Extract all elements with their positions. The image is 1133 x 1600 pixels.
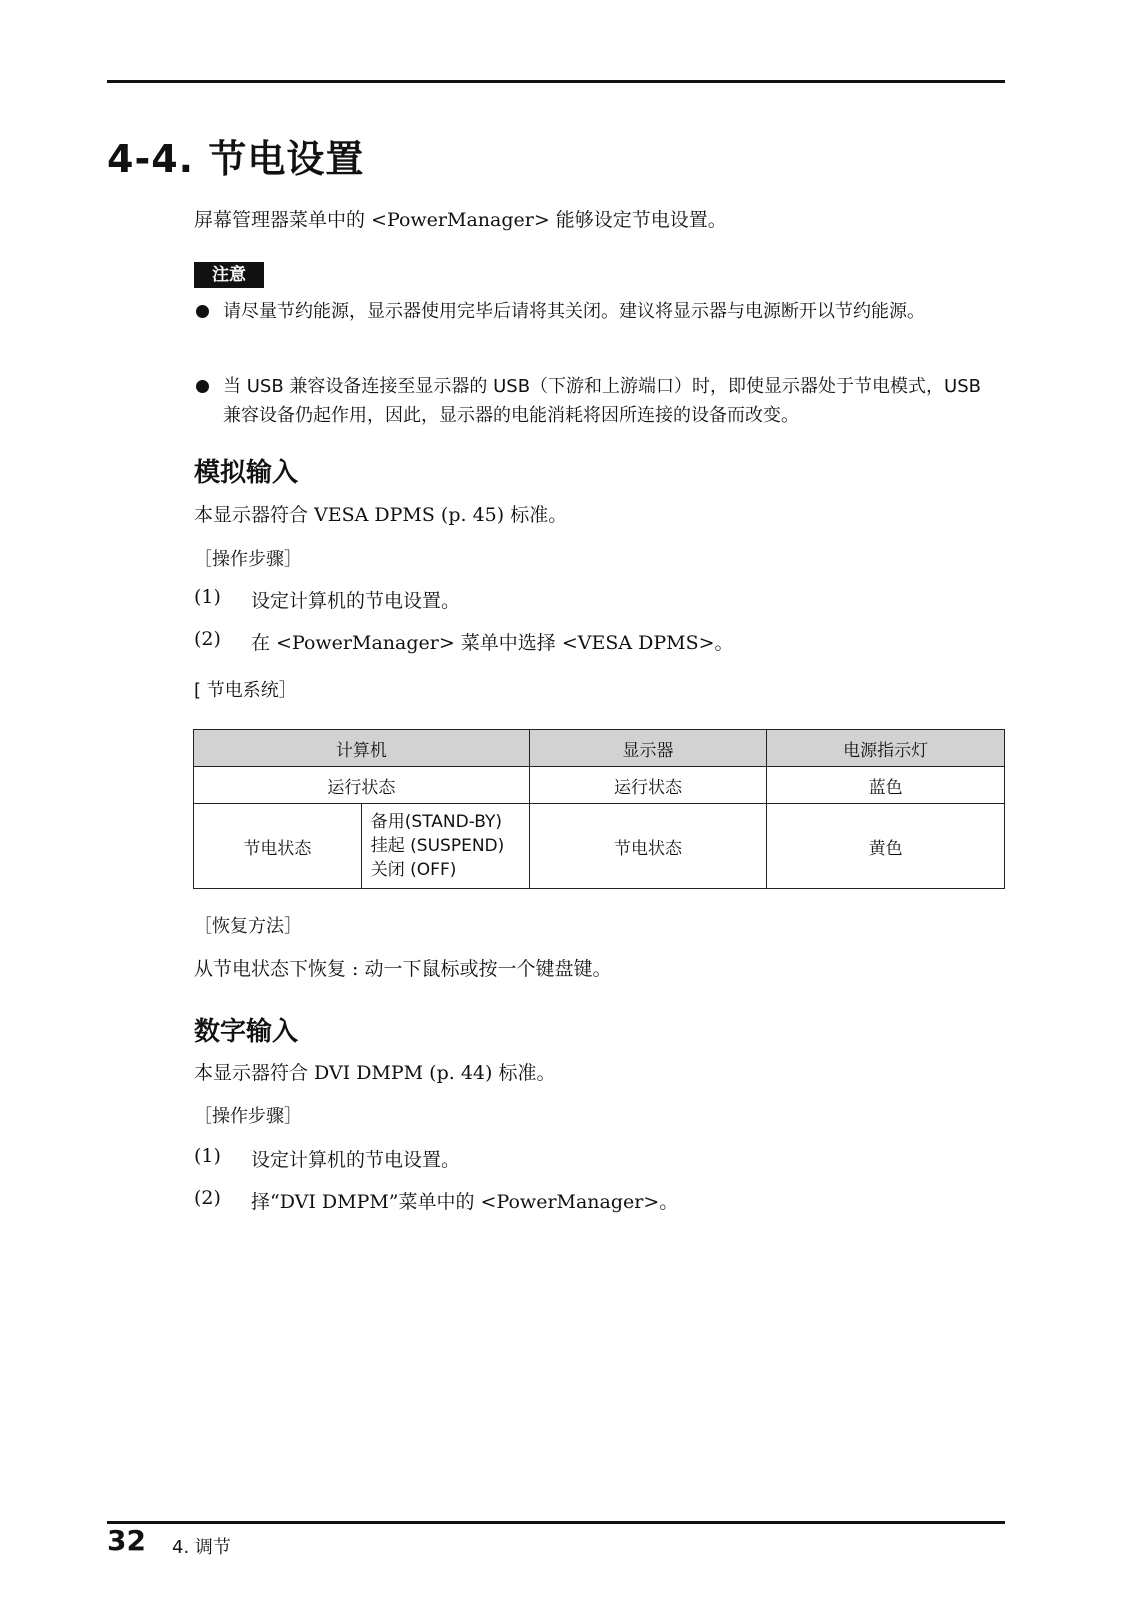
analog-standard: 本显示器符合 VESA DPMS (p. 45) 标准。: [194, 504, 568, 526]
bullet-icon: [196, 305, 209, 318]
header-rule: [107, 80, 1005, 83]
cell-monitor-state: 节电状态: [529, 804, 767, 889]
mode-standby: 备用(STAND-BY): [370, 812, 502, 832]
analog-procedure-label: ［操作步骤］: [194, 549, 302, 570]
step-number: (2): [194, 1187, 221, 1209]
digital-standard: 本显示器符合 DVI DMPM (p. 44) 标准。: [194, 1062, 556, 1084]
power-system-label: [ 节电系统］: [194, 680, 297, 701]
step-text: 设定计算机的节电设置。: [251, 1149, 461, 1171]
note-item-text: 请尽量节约能源，显示器使用完毕后请将其关闭。建议将显示器与电源断开以节约能源。: [223, 301, 925, 322]
cell-monitor-state: 运行状态: [529, 767, 767, 804]
header-monitor: 显示器: [529, 730, 767, 767]
cell-computer-state: 节电状态: [194, 804, 362, 889]
power-saving-table: [193, 729, 1005, 889]
cell-power-modes: [361, 804, 529, 889]
note-badge: 注意: [194, 262, 264, 288]
step-text: 择“DVI DMPM”菜单中的 <PowerManager>。: [251, 1191, 679, 1213]
step-text: 设定计算机的节电设置。: [251, 590, 461, 612]
mode-suspend: 挂起 (SUSPEND): [370, 836, 505, 856]
cell-indicator-color: 黄色: [767, 804, 1005, 889]
page-number: 32: [107, 1524, 146, 1557]
recovery-text: 从节电状态下恢复 : 动一下鼠标或按一个键盘键。: [194, 958, 612, 980]
table-row: [194, 767, 1005, 804]
bullet-icon: [196, 380, 209, 393]
digital-heading: 数字输入: [194, 1017, 299, 1047]
table-row: [194, 804, 1005, 889]
table-header-row: [194, 730, 1005, 767]
mode-off: 关闭 (OFF): [370, 860, 457, 880]
recovery-label: ［恢复方法］: [194, 916, 302, 937]
step-number: (1): [194, 586, 221, 608]
chapter-label: 4. 调节: [172, 1537, 231, 1558]
step-text: 在 <PowerManager> 菜单中选择 <VESA DPMS>。: [251, 632, 734, 654]
page-title: 4-4. 节电设置: [107, 137, 365, 181]
digital-procedure-label: ［操作步骤］: [194, 1106, 302, 1127]
analog-heading: 模拟输入: [194, 458, 299, 488]
cell-indicator-color: 蓝色: [767, 767, 1005, 804]
header-computer: 计算机: [194, 730, 530, 767]
header-indicator: 电源指示灯: [767, 730, 1005, 767]
note-item-text: 当 USB 兼容设备连接至显示器的 USB（下游和上游端口）时，即使显示器处于节电模式，USB 兼容设备仍起作用，因此，显示器的电能消耗将因所连接的设备而改变。: [223, 376, 982, 426]
cell-computer-state: 运行状态: [194, 767, 530, 804]
note-item: [194, 297, 1004, 326]
step-number: (2): [194, 628, 221, 650]
footer-rule: [107, 1521, 1005, 1524]
note-item: [194, 372, 1004, 430]
step-number: (1): [194, 1145, 221, 1167]
intro-text: 屏幕管理器菜单中的 <PowerManager> 能够设定节电设置。: [194, 209, 727, 231]
